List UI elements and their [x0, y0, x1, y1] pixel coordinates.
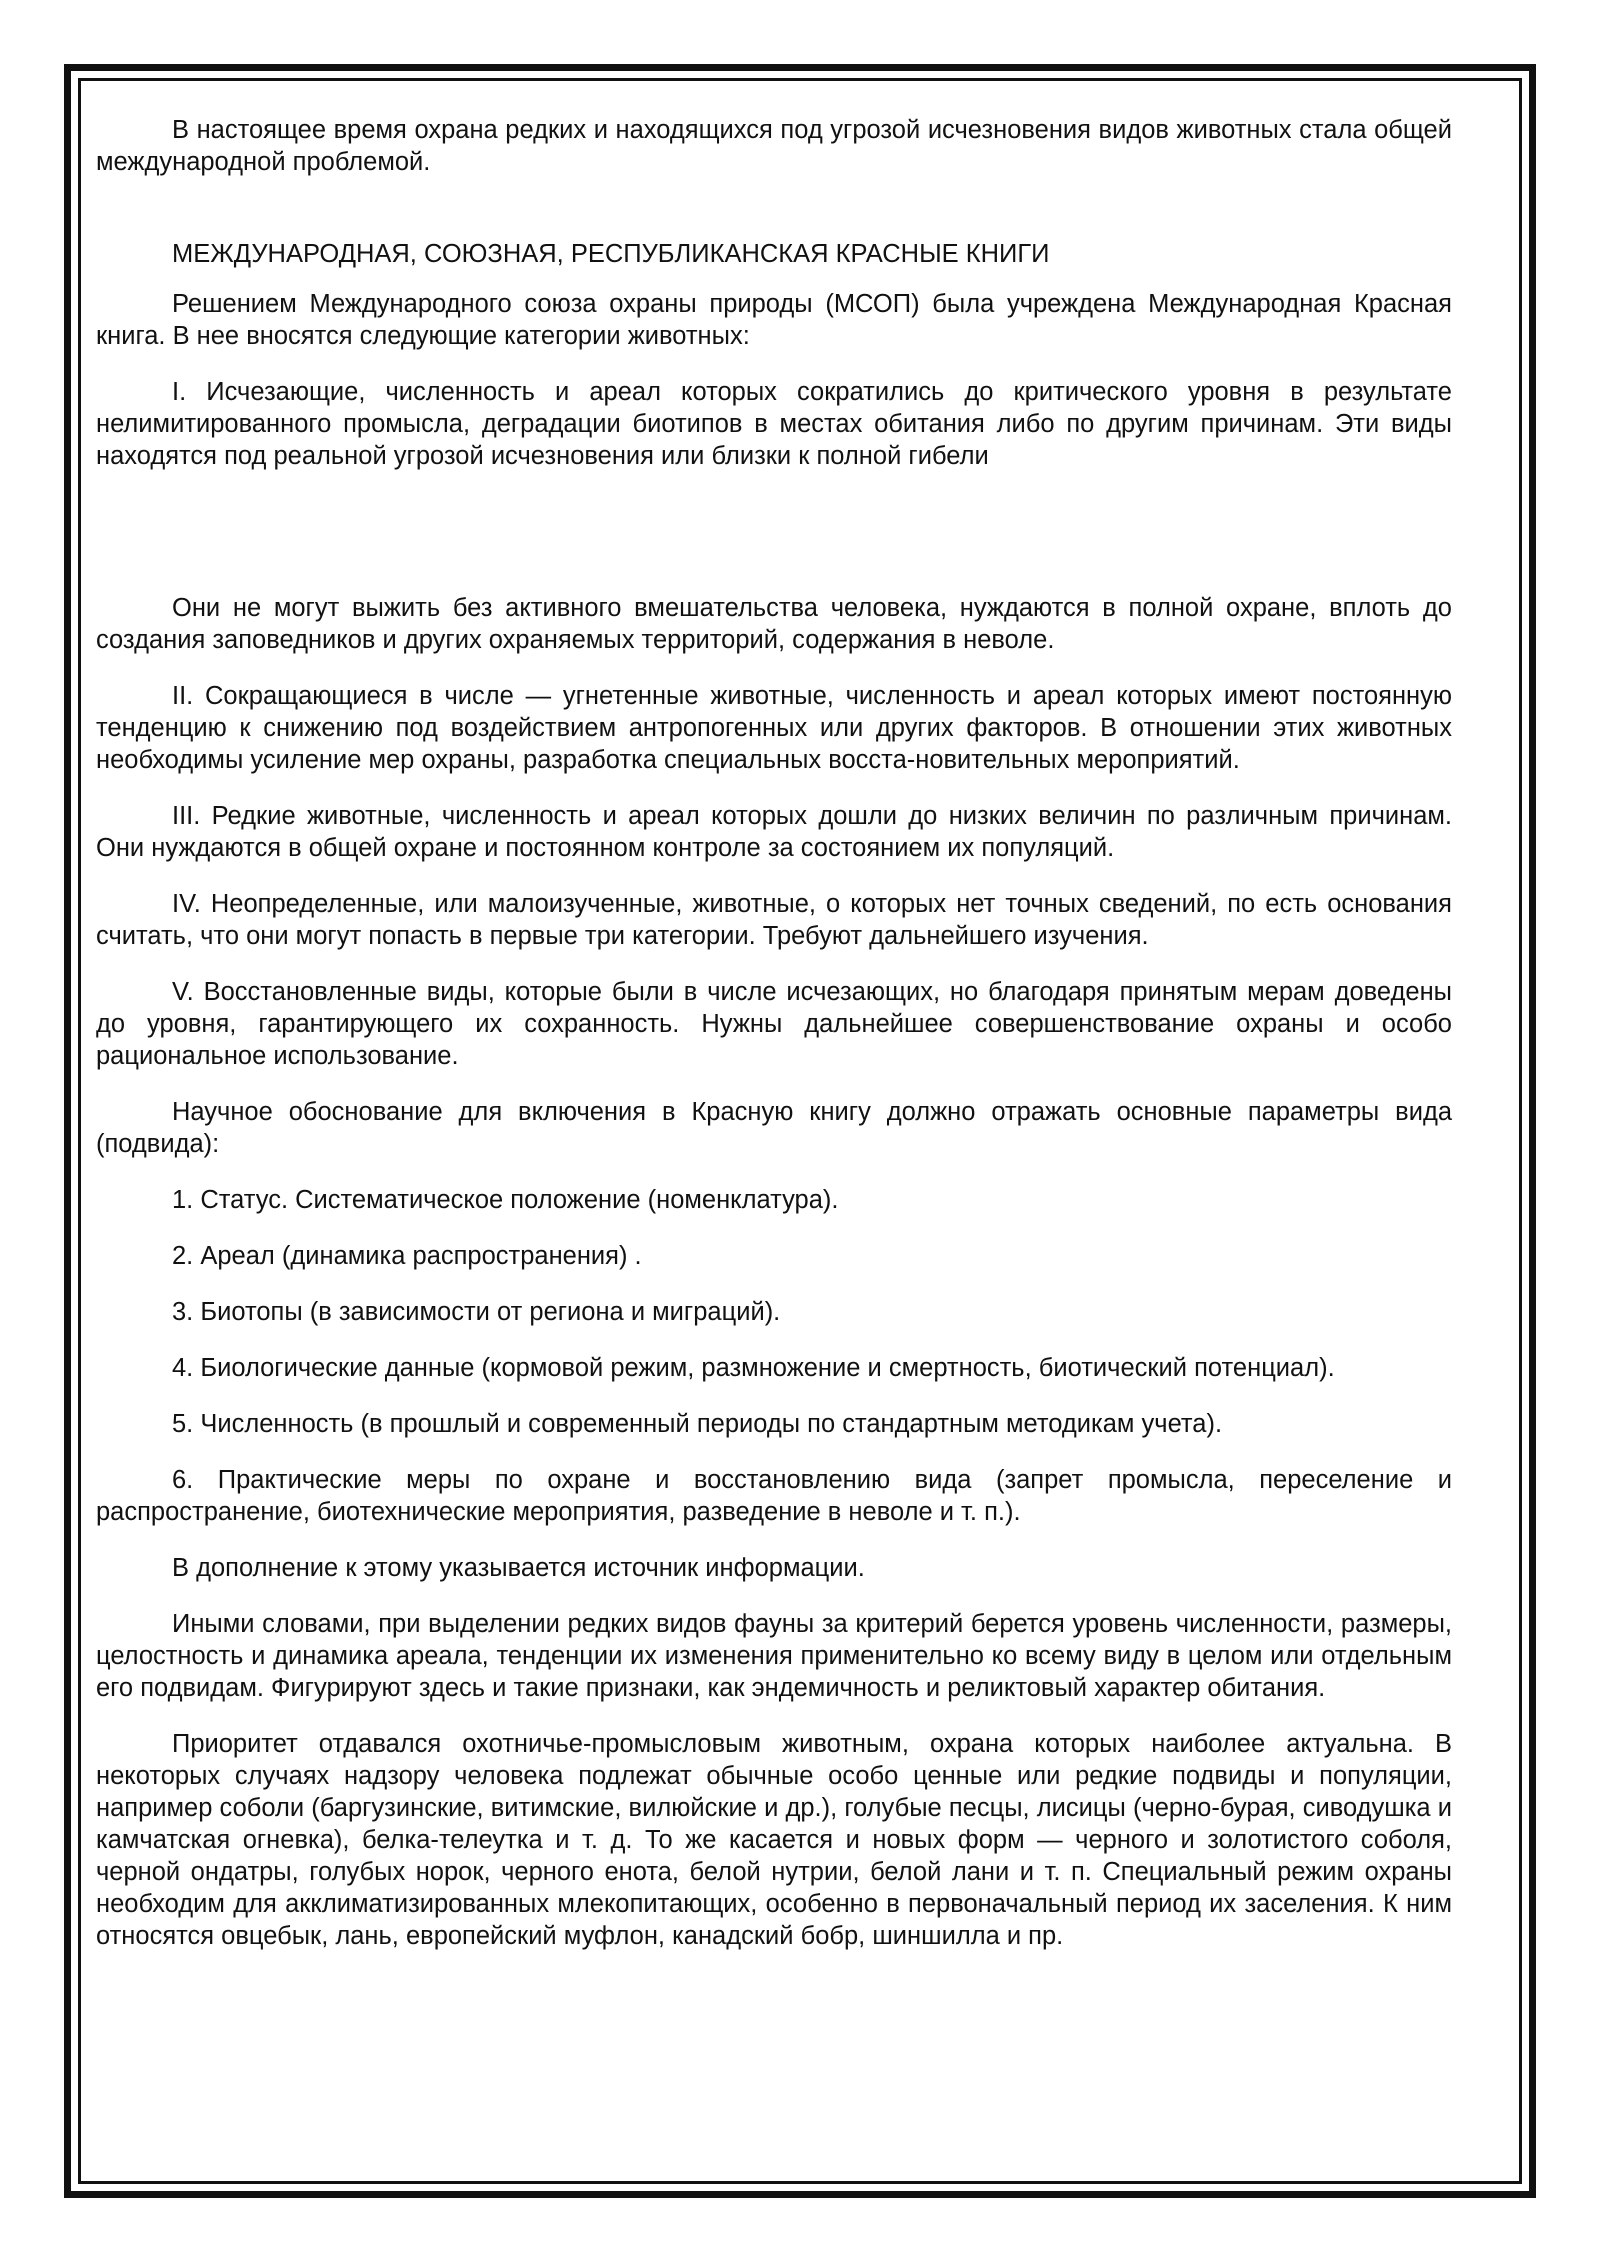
- list-item-5: 5. Численность (в прошлый и современный периоды по стандартным методикам учета).: [172, 1410, 1223, 1438]
- document-body: [96, 114, 1452, 1976]
- list-item-3: 3. Биотопы (в зависимости от региона и миграций).: [172, 1298, 781, 1326]
- list-item-1: 1. Статус. Систематическое положение (номенклатура).: [172, 1186, 839, 1214]
- basis-paragraph: Научное обоснование для включения в Красную книгу должно отражать основные параметры вида (подвида):: [96, 1098, 1452, 1158]
- category-1-paragraph: I. Исчезающие, численность и ареал которых сократились до критического уровня в результате нелимитированного промысла, деградации биотипов в местах обитания либо по другим причинам. Эти виды находятся под реальной угрозой исчезновения или близки к полной гибели: [96, 378, 1452, 470]
- source-paragraph: В дополнение к этому указывается источник информации.: [172, 1554, 865, 1582]
- category-2-paragraph: II. Сокращающиеся в числе — угнетенные животные, численность и ареал которых имеют постоянную тенденцию к снижению под воздействием антропогенных или других факторов. В отношении этих животных необходимы усиление мер охраны, разработка специальных восста-новительных мероприятий.: [96, 682, 1452, 774]
- intro-paragraph: В настоящее время охрана редких и находящихся под угрозой исчезновения видов животных стала общей международной проблемой.: [96, 116, 1452, 176]
- category-4-paragraph: IV. Неопределенные, или малоизученные, животные, о которых нет точных сведений, по есть основания считать, что они могут попасть в первые три категории. Требуют дальнейшего изучения.: [96, 890, 1452, 950]
- category-5-paragraph: V. Восстановленные виды, которые были в числе исчезающих, но благодаря принятым мерам доведены до уровня, гарантирующего их сохранность. Нужны дальнейшее совершенствование охраны и особо рациональное использование.: [96, 978, 1452, 1070]
- category-3-paragraph: III. Редкие животные, численность и ареал которых дошли до низких величин по различным причинам. Они нуждаются в общей охране и постоянном контроле за состоянием их популяций.: [96, 802, 1452, 862]
- list-item-6: 6. Практические меры по охране и восстановлению вида (запрет промысла, переселение и распространение, биотехнические мероприятия, разведение в неволе и т. п.).: [96, 1466, 1452, 1526]
- priority-paragraph: Приоритет отдавался охотничье-промысловым животным, охрана которых наиболее актуальна. В некоторых случаях надзору человека подлежат обычные особо ценные или редкие подвиды и популяции, например соболи (баргузинские, витимские, вилюйские и др.), голубые песцы, лисицы (черно-бурая, сиводушка и камчатская огневка), белка-телеутка и т. д. То же касается и новых форм — черного и золотистого соболя, черной ондатры, голубых норок, черного енота, белой нутрии, белой лани и т. п. Специальный режим охраны необходим для акклиматизированных млекопитающих, особенно в первоначальный период их заселения. К ним относятся овцебык, лань, европейский муфлон, канадский бобр, шиншилла и пр.: [96, 1730, 1452, 1950]
- category-1-continuation: Они не могут выжить без активного вмешательства человека, нуждаются в полной охране, вплоть до создания заповедников и других охраняемых территорий, содержания в неволе.: [96, 594, 1452, 654]
- list-item-4: 4. Биологические данные (кормовой режим, размножение и смертность, биотический потенциал).: [172, 1354, 1335, 1382]
- decision-paragraph: Решением Международного союза охраны природы (МСОП) была учреждена Международная Красная книга. В нее вносятся следующие категории животных:: [96, 290, 1452, 350]
- section-heading: МЕЖДУНАРОДНАЯ, СОЮЗНАЯ, РЕСПУБЛИКАНСКАЯ КРАСНЫЕ КНИГИ: [172, 240, 1050, 268]
- list-item-2: 2. Ареал (динамика распространения) .: [172, 1242, 642, 1270]
- criteria-paragraph: Иными словами, при выделении редких видов фауны за критерий берется уровень численности, размеры, целостность и динамика ареала, тенденции их изменения применительно ко всему виду в целом или отдельным его подвидам. Фигурируют здесь и такие признаки, как эндемичность и реликтовый характер обитания.: [96, 1610, 1452, 1702]
